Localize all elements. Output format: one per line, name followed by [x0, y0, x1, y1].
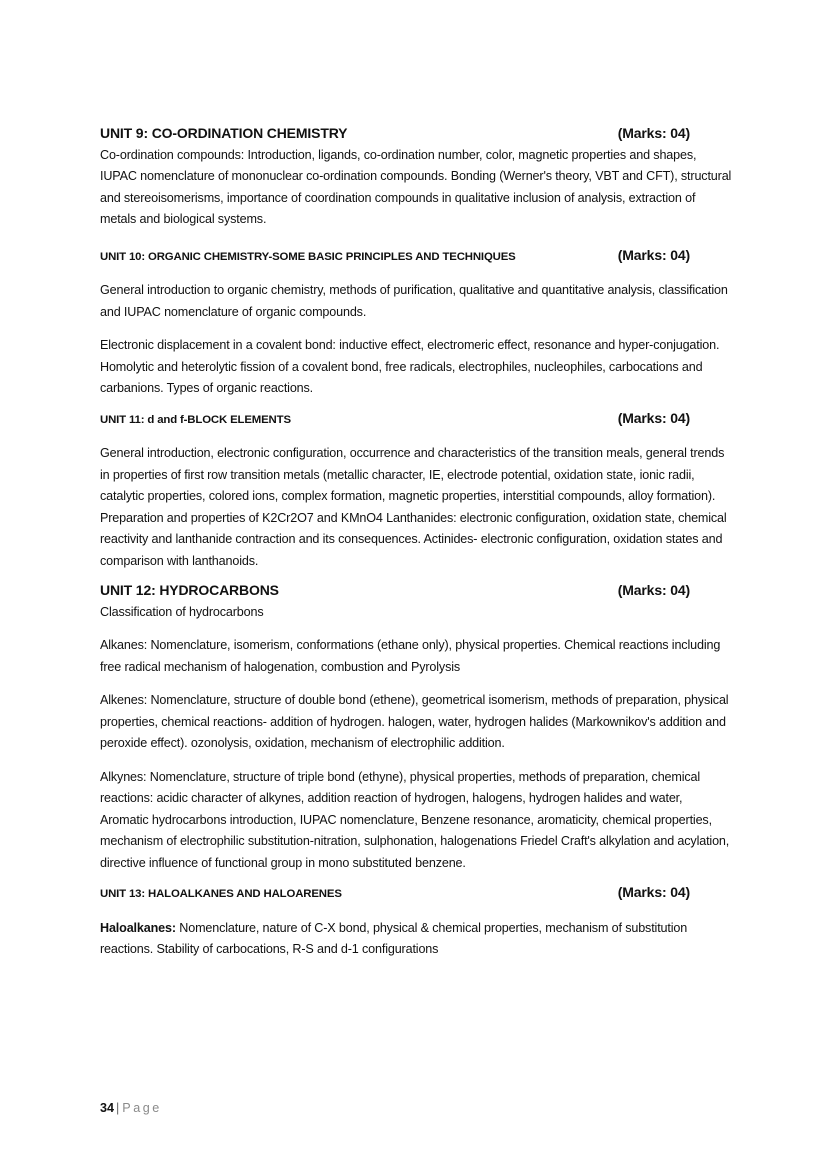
page-footer [100, 1101, 162, 1115]
page-content [100, 123, 732, 961]
unit-marks: (Marks: 04) [617, 884, 690, 900]
unit-marks: (Marks: 04) [617, 246, 690, 263]
unit-10-heading [100, 245, 690, 269]
unit-10-paragraph-1: General introduction to organic chemistry, methods of purification, qualitative and quantitative analysis, classification and IUPAC nomenclature of organic compounds. [100, 283, 728, 319]
unit-11-heading [100, 408, 690, 432]
page-number: 34 [100, 1101, 115, 1115]
unit-title: UNIT 11: d and f-BLOCK ELEMENTS [100, 413, 291, 426]
unit-marks: (Marks: 04) [617, 409, 690, 426]
unit-12-paragraph-2: Alkanes: Nomenclature, isomerism, conformations (ethane only), physical properties. Chemical reactions including free radical mechanism of halogenation, combustion and Pyrolysis [100, 638, 721, 674]
unit-12-paragraph-3: Alkenes: Nomenclature, structure of double bond (ethene), geometrical isomerism, methods of preparation, physical properties, chemical reactions- addition of hydrogen. halogen, water, hydrogen halides (Markownikov's addition and peroxide effect). ozonolysis, oxidation, mechanism of electrophilic addition. [100, 693, 729, 750]
unit-title: UNIT 13: HALOALKANES AND HALOARENES [100, 888, 342, 900]
unit-13-heading [100, 882, 690, 906]
haloalkanes-lead: Haloalkanes: [100, 920, 176, 935]
unit-title: UNIT 10: ORGANIC CHEMISTRY-SOME BASIC PRINCIPLES AND TECHNIQUES [100, 250, 516, 263]
unit-12-heading [100, 580, 690, 602]
unit-10-paragraph-2: Electronic displacement in a covalent bond: inductive effect, electromeric effect, resonance and hyper-conjugation. Homolytic and heterolytic fission of a covalent bond, free radicals, electrophiles, nucleophiles, carbocations and carbanions. Types of organic reactions. [100, 338, 720, 395]
unit-title: UNIT 9: CO-ORDINATION CHEMISTRY [100, 125, 348, 141]
unit-9-paragraph: Co-ordination compounds: Introduction, ligands, co-ordination number, color, magnetic properties and shapes, IUPAC nomenclature of mononuclear co-ordination compounds. Bonding (Werner's theory, VBT and CFT), structural and stereoisomerisms, importance of coordination compounds in qualitative inclusion of analysis, extraction of metals and biological systems. [100, 147, 732, 226]
unit-12-paragraph-4: Alkynes: Nomenclature, structure of triple bond (ethyne), physical properties, methods of preparation, chemical reactions: acidic character of alkynes, addition reaction of hydrogen, halogens, hydrogen halides and water, Aromatic hydrocarbons introduction, IUPAC nomenclature, Benzene resonance, aromaticity, chemical properties, mechanism of electrophilic substitution-nitration, sulphonation, halogenations Friedel Craft's alkylation and acylation, directive influence of functional group in mono substituted benzene. [100, 769, 730, 870]
unit-marks: (Marks: 04) [617, 125, 690, 141]
unit-13-paragraph [100, 918, 732, 961]
page-label: Page [122, 1101, 162, 1115]
unit-12-paragraph-1: Classification of hydrocarbons [100, 604, 264, 619]
unit-13-paragraph-text: Nomenclature, nature of C-X bond, physical & chemical properties, mechanism of substitution reactions. Stability of carbocations, R-S and d-1 configurations [100, 920, 688, 956]
unit-11-paragraph: General introduction, electronic configuration, occurrence and characteristics of the transition meals, general trends in properties of first row transition metals (metallic character, IE, electrode potential, oxidation state, ionic radii, catalytic properties, colored ions, complex formation, magnetic properties, interstitial compounds, alloy formation). Preparation and properties of K2Cr2O7 and KMnO4 Lanthanides: electronic configuration, oxidation state, chemical reactivity and lanthanide contraction and its consequences. Actinides- electronic configuration, oxidation states and comparison with lanthanoids. [100, 446, 727, 568]
unit-9-heading [100, 123, 690, 145]
footer-separator: | [116, 1101, 120, 1115]
unit-title: UNIT 12: HYDROCARBONS [100, 582, 279, 598]
unit-marks: (Marks: 04) [617, 582, 690, 598]
